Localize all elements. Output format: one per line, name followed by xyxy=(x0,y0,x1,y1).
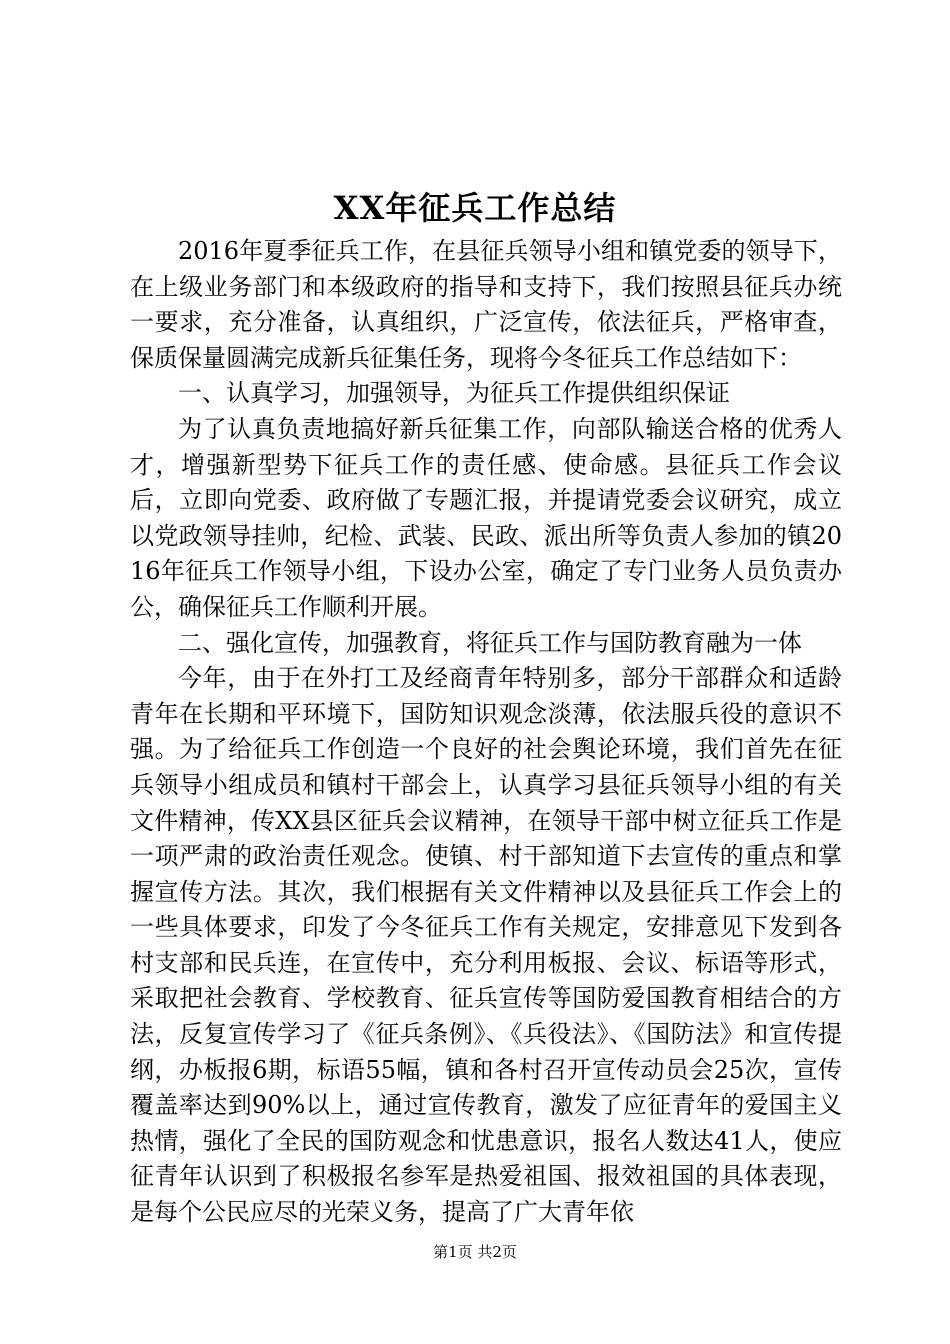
section-2-paragraph: 今年，由于在外打工及经商青年特别多，部分干部群众和适龄青年在长期和平环境下，国防知识观念淡薄，依法服兵役的意识不强。为了给征兵工作创造一个良好的社会舆论环境，我们首先在征兵领导小组成员和镇村干部会上，认真学习县征兵领导小组的有关文件精神，传XX县区征兵会议精神，在领导干部中树立征兵工作是一项严肃的政治责任观念。使镇、村干部知道下去宣传的重点和掌握宣传方法。其次，我们根据有关文件精神以及县征兵工作会上的一些具体要求，印发了今冬征兵工作有关规定，安排意见下发到各村支部和民兵连，在宣传中，充分利用板报、会议、标语等形式，采取把社会教育、学校教育、征兵宣传等国防爱国教育相结合的方法，反复宣传学习了《征兵条例》、《兵役法》、《国防法》和宣传提纲，办板报6期，标语55幅，镇和各村召开宣传动员会25次，宣传覆盖率达到90%以上，通过宣传教育，激发了应征青年的爱国主义热情，强化了全民的国防观念和忧患意识，报名人数达41人，使应征青年认识到了积极报名参军是热爱祖国、报效祖国的具体表现，是每个公民应尽的光荣义务，提高了广大青年依 xyxy=(130,664,842,1227)
section-1-paragraph: 为了认真负责地搞好新兵征集工作，向部队输送合格的优秀人才，增强新型势下征兵工作的责任感、使命感。县征兵工作会议后，立即向党委、政府做了专题汇报，并提请党委会议研究，成立以党政领导挂帅，纪检、武装、民政、派出所等负责人参加的镇2016年征兵工作领导小组，下设办公室，确定了专门业务人员负责办公，确保征兵工作顺利开展。 xyxy=(130,414,842,621)
intro-paragraph: 2016年夏季征兵工作，在县征兵领导小组和镇党委的领导下，在上级业务部门和本级政府的指导和支持下，我们按照县征兵办统一要求，充分准备，认真组织，广泛宣传，依法征兵，严格审查，保质保量圆满完成新兵征集任务，现将今冬征兵工作总结如下： xyxy=(130,237,842,372)
section-heading-1: 一、认真学习，加强领导，为征兵工作提供组织保证 xyxy=(178,379,730,408)
document-title: XX年征兵工作总结 xyxy=(333,189,617,227)
section-heading-2: 二、强化宣传，加强教育，将征兵工作与国防教育融为一体 xyxy=(178,628,802,657)
page-footer: 第1页 共2页 xyxy=(433,1243,517,1261)
document-body xyxy=(130,234,842,1231)
